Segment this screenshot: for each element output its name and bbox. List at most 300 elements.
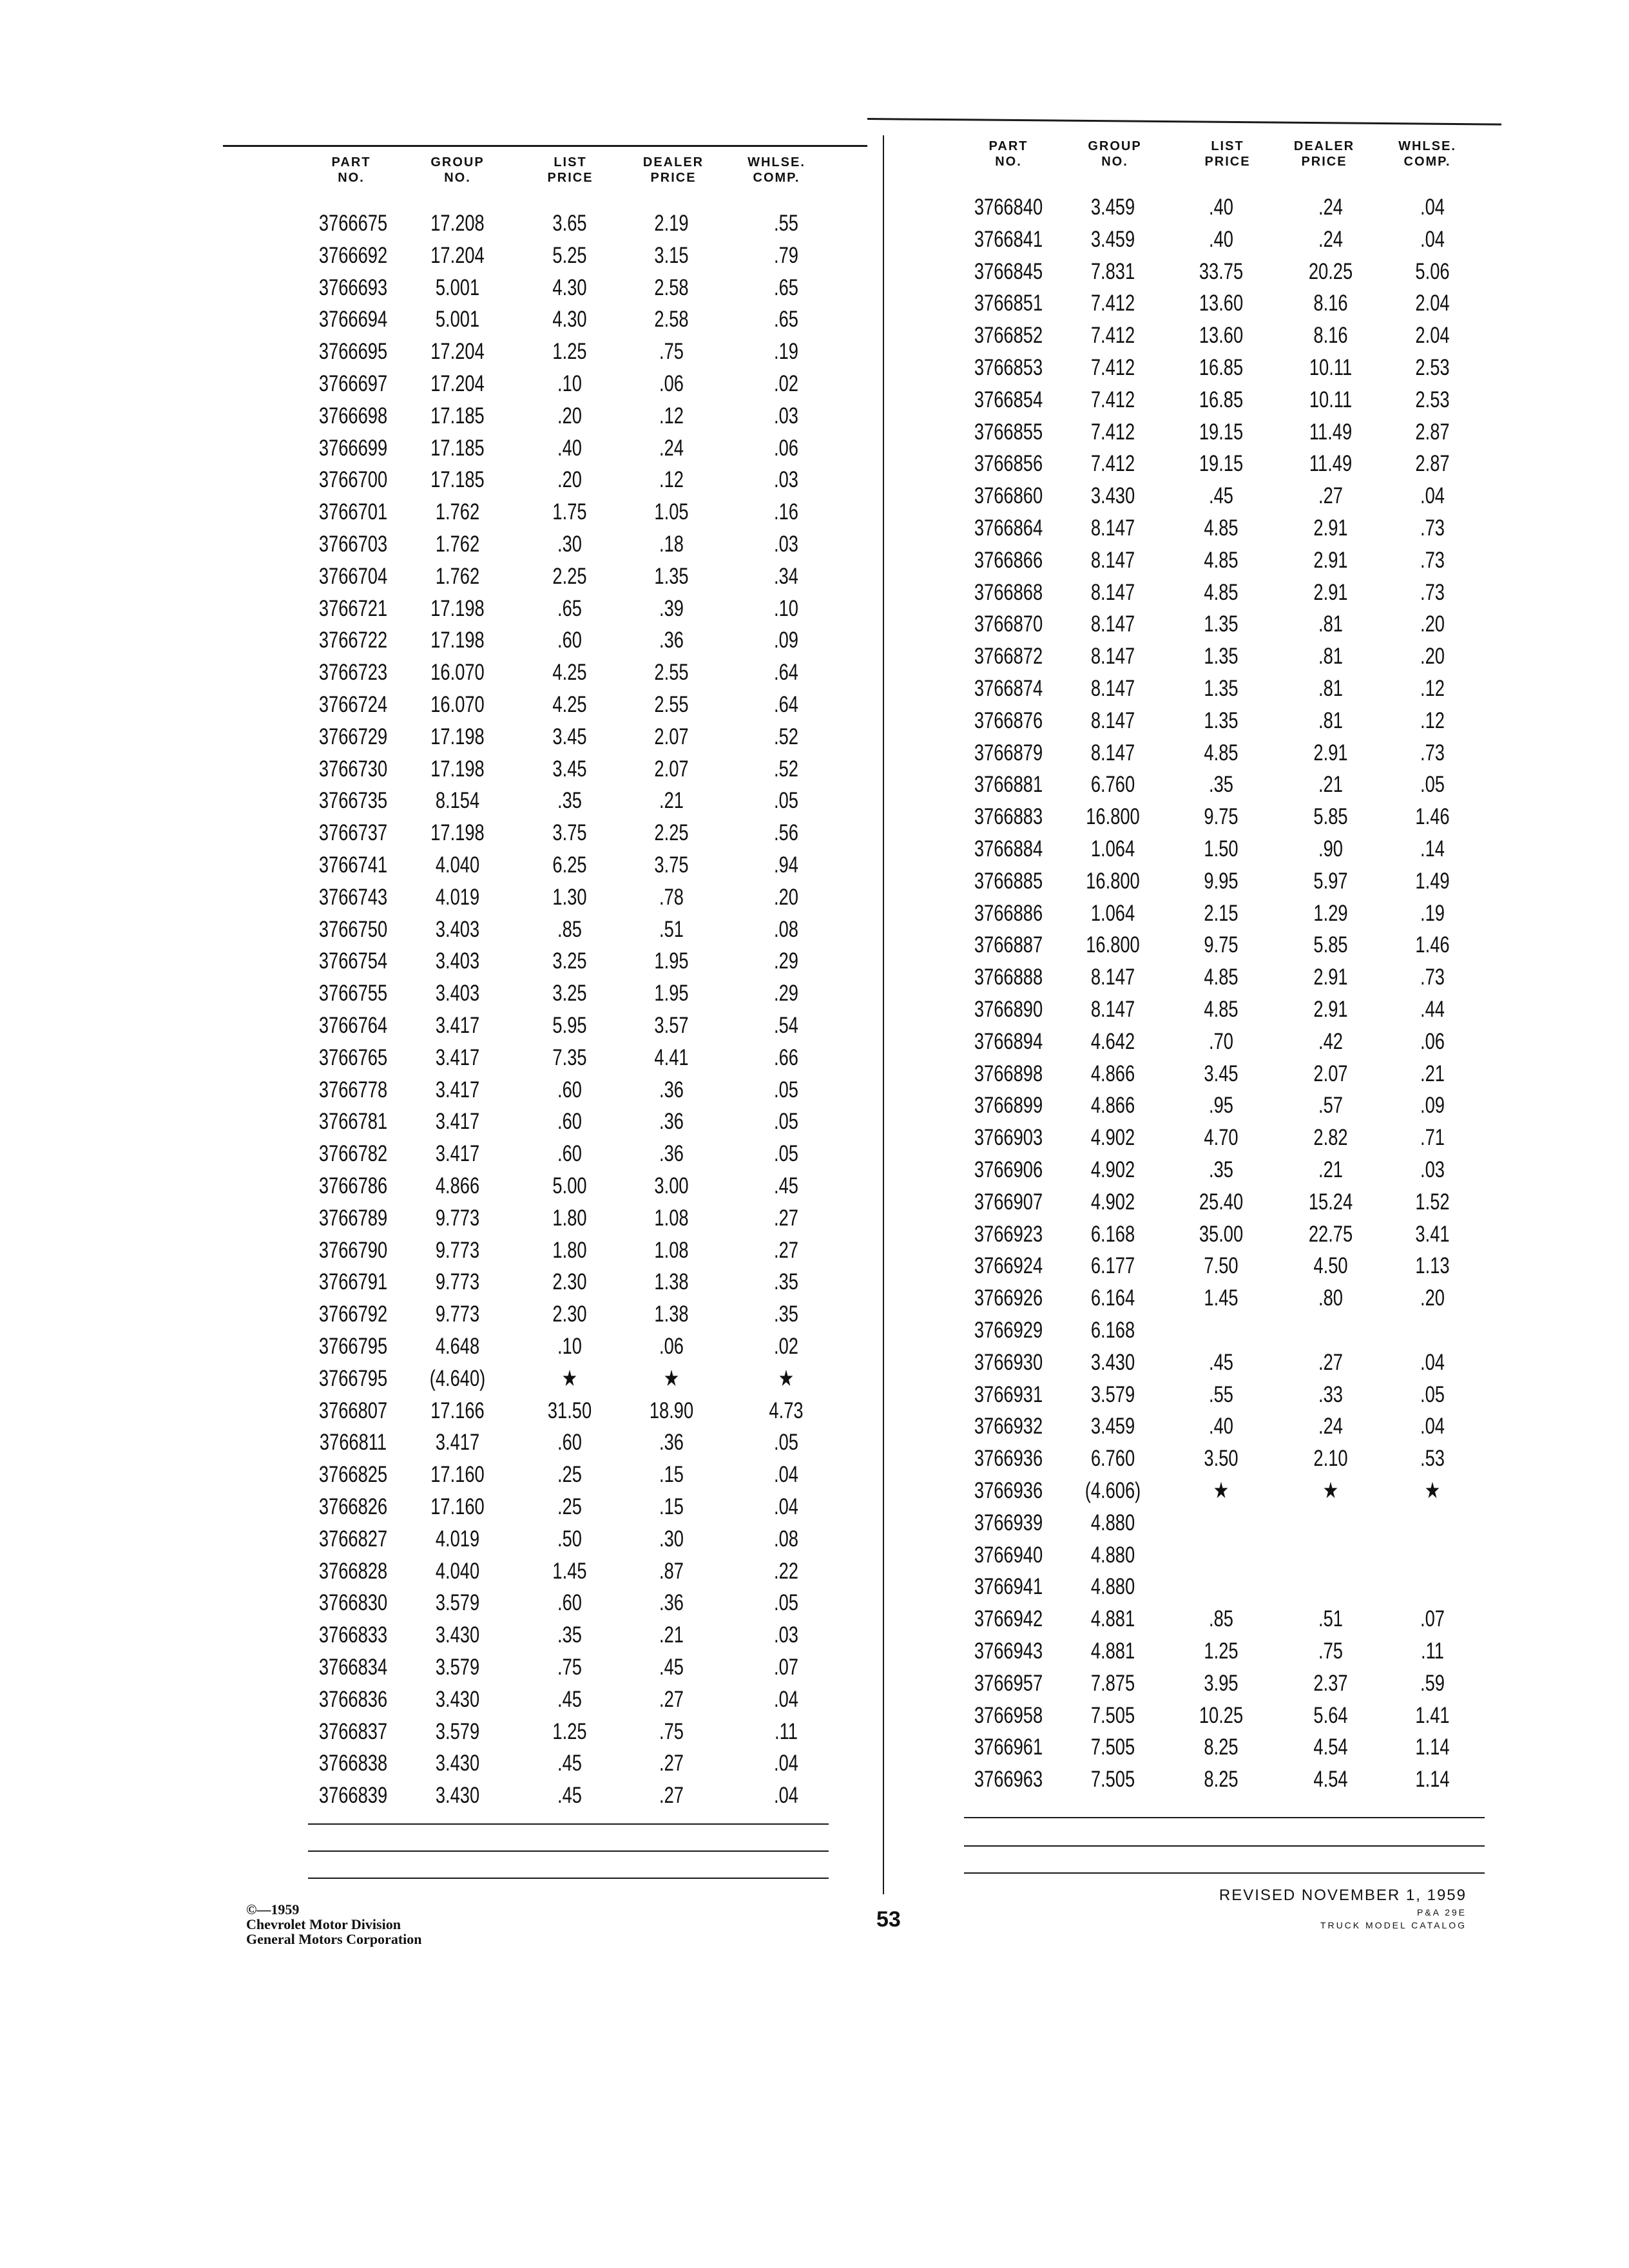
part-no-cell: 3766778: [318, 1077, 388, 1102]
part-no-cell: 3766887: [974, 932, 1043, 958]
whlse-comp-cell: .52: [774, 724, 798, 749]
header-part-no: PART NO.: [331, 155, 371, 185]
group-no-cell: 17.160: [430, 1494, 485, 1519]
group-no-cell: 7.412: [1090, 355, 1135, 380]
whlse-comp-cell: 5.06: [1415, 258, 1450, 284]
part-no-cell: 3766836: [318, 1686, 388, 1712]
list-price-cell: 3.45: [552, 756, 587, 782]
group-no-cell: 8.147: [1090, 611, 1135, 637]
dealer-price-cell: .36: [659, 1430, 684, 1456]
whlse-comp-cell: .02: [774, 371, 798, 396]
group-no-cell: 3.579: [435, 1590, 480, 1616]
group-no-cell: 3.403: [435, 916, 480, 942]
part-no-cell: 3766866: [974, 547, 1043, 573]
group-no-cell: 16.070: [430, 660, 485, 686]
part-no-cell: 3766694: [318, 307, 388, 332]
part-no-cell: 3766876: [974, 707, 1043, 733]
group-no-cell: 8.147: [1090, 707, 1135, 733]
dealer-price-cell: 1.95: [654, 981, 689, 1006]
part-no-cell: 3766884: [974, 836, 1043, 861]
part-no-cell: 3766825: [318, 1462, 388, 1488]
list-price-cell: 4.85: [1204, 965, 1239, 990]
group-no-cell: 6.168: [1090, 1221, 1135, 1247]
dealer-price-cell: 8.16: [1313, 323, 1348, 349]
list-price-cell: 1.45: [552, 1558, 587, 1584]
group-no-cell: 4.902: [1090, 1189, 1135, 1215]
part-no-cell: 3766906: [974, 1157, 1043, 1182]
group-no-cell: 9.773: [435, 1302, 480, 1327]
part-no-cell: 3766898: [974, 1061, 1043, 1086]
list-price-cell: 5.25: [552, 242, 587, 268]
whlse-comp-cell: .03: [774, 467, 798, 493]
part-no-cell: 3766851: [974, 291, 1043, 316]
part-no-cell: 3766932: [974, 1414, 1043, 1439]
group-no-cell: 7.831: [1090, 258, 1135, 284]
whlse-comp-cell: .08: [774, 916, 798, 942]
part-no-cell: 3766936: [974, 1478, 1043, 1503]
group-no-cell: 8.154: [435, 788, 480, 814]
dealer-price-cell: 2.91: [1313, 515, 1348, 541]
dealer-price-cell: 2.10: [1313, 1446, 1348, 1472]
whlse-comp-cell: .08: [774, 1526, 798, 1552]
dealer-price-cell: 11.49: [1309, 451, 1353, 477]
whlse-comp-cell: 2.87: [1415, 419, 1450, 445]
list-price-cell: 1.45: [1204, 1285, 1239, 1311]
whlse-comp-cell: .04: [1420, 483, 1445, 509]
part-no-cell: 3766722: [318, 628, 388, 653]
whlse-comp-cell: .22: [774, 1558, 798, 1584]
whlse-comp-cell: .03: [774, 403, 798, 428]
part-no-cell: 3766886: [974, 900, 1043, 926]
whlse-comp-cell: 1.46: [1415, 804, 1450, 830]
whlse-comp-cell: .04: [774, 1462, 798, 1488]
whlse-comp-cell: .29: [774, 981, 798, 1006]
group-no-cell: 4.040: [435, 1558, 480, 1584]
part-no-cell: 3766729: [318, 724, 388, 749]
dealer-price-cell: .81: [1318, 611, 1343, 637]
group-no-cell: 7.505: [1090, 1702, 1135, 1728]
dealer-price-cell: .80: [1318, 1285, 1343, 1311]
part-no-cell: 3766854: [974, 387, 1043, 412]
list-price-cell: 4.85: [1204, 997, 1239, 1022]
whlse-comp-cell: .12: [1420, 676, 1445, 701]
dealer-price-cell: 2.91: [1313, 547, 1348, 573]
list-price-cell: 13.60: [1199, 291, 1244, 316]
dealer-price-cell: .06: [659, 1334, 684, 1359]
part-no-cell: 3766786: [318, 1173, 388, 1198]
group-no-cell: 3.403: [435, 948, 480, 974]
dealer-price-cell: .75: [659, 339, 684, 365]
dealer-price-cell: 20.25: [1308, 258, 1353, 284]
whlse-comp-cell: .04: [1420, 226, 1445, 252]
group-no-cell: 16.800: [1086, 868, 1140, 894]
dealer-price-cell: .51: [659, 916, 684, 942]
dealer-price-cell: .24: [659, 435, 684, 461]
dealer-price-cell: .36: [659, 628, 684, 653]
dealer-price-cell: .18: [659, 532, 684, 557]
group-no-cell: 4.019: [435, 884, 480, 910]
part-no-cell: 3766811: [319, 1430, 387, 1456]
group-no-cell: 6.760: [1090, 1446, 1135, 1472]
part-no-cell: 3766890: [974, 997, 1043, 1022]
part-no-cell: 3766743: [318, 884, 388, 910]
group-no-cell: 7.412: [1090, 387, 1135, 412]
dealer-price-cell: .33: [1318, 1381, 1343, 1407]
list-price-cell: 16.85: [1199, 355, 1244, 380]
list-price-cell: .20: [557, 403, 582, 428]
dealer-price-cell: 5.97: [1313, 868, 1348, 894]
dealer-price-cell: 1.35: [654, 563, 689, 589]
whlse-comp-cell: .34: [774, 563, 798, 589]
group-no-cell: 4.902: [1090, 1157, 1135, 1182]
whlse-comp-cell: .06: [774, 435, 798, 461]
whlse-comp-cell: .09: [1420, 1093, 1445, 1119]
dealer-price-cell: 2.07: [654, 724, 689, 749]
whlse-comp-cell: .09: [774, 628, 798, 653]
group-no-cell: 4.881: [1090, 1606, 1135, 1632]
part-no-cell: 3766791: [318, 1269, 388, 1295]
whlse-comp-cell: .04: [774, 1494, 798, 1519]
list-price-cell: .40: [1209, 226, 1233, 252]
whlse-comp-cell: 2.53: [1415, 355, 1450, 380]
part-no-cell: 3766701: [318, 499, 388, 525]
group-no-cell: 1.064: [1090, 836, 1135, 861]
whlse-comp-cell: .02: [774, 1334, 798, 1359]
group-no-cell: 4.866: [435, 1173, 480, 1198]
group-no-cell: 3.459: [1090, 226, 1135, 252]
part-no-cell: 3766864: [974, 515, 1043, 541]
group-no-cell: 3.579: [435, 1655, 480, 1680]
whlse-comp-cell: .19: [1420, 900, 1445, 926]
part-no-cell: 3766870: [974, 611, 1043, 637]
dealer-price-cell: 15.24: [1308, 1189, 1353, 1215]
part-no-cell: 3766704: [318, 563, 388, 589]
list-price-cell: 7.50: [1204, 1253, 1239, 1279]
list-price-cell: .45: [557, 1751, 582, 1776]
whlse-comp-cell: .07: [1420, 1606, 1445, 1632]
list-price-cell: .60: [557, 1430, 582, 1456]
header-group-no: GROUP NO.: [1088, 139, 1142, 169]
list-price-cell: 1.35: [1204, 644, 1239, 669]
list-price-cell: .50: [557, 1526, 582, 1552]
part-no-cell: 3766724: [318, 692, 388, 717]
group-no-cell: 4.866: [1090, 1093, 1135, 1119]
part-no-cell: 3766830: [318, 1590, 388, 1616]
list-price-cell: 3.65: [552, 211, 587, 236]
group-no-cell: 3.417: [435, 1044, 480, 1070]
list-price-cell: 3.50: [1204, 1446, 1239, 1472]
group-no-cell: 3.417: [435, 1077, 480, 1102]
group-no-cell: 8.147: [1090, 644, 1135, 669]
whlse-comp-cell: .04: [774, 1751, 798, 1776]
group-no-cell: 16.800: [1086, 804, 1140, 830]
dealer-price-cell: 1.95: [654, 948, 689, 974]
dealer-price-cell: 5.64: [1313, 1702, 1348, 1728]
whlse-comp-cell: .45: [774, 1173, 798, 1198]
list-price-cell: .40: [1209, 195, 1233, 220]
group-no-cell: 17.160: [430, 1462, 485, 1488]
group-no-cell: 7.412: [1090, 323, 1135, 349]
page-number: 53: [876, 1907, 901, 1932]
dealer-price-cell: .27: [659, 1686, 684, 1712]
part-no-cell: 3766697: [318, 371, 388, 396]
dealer-price-cell: .15: [659, 1462, 684, 1488]
part-no-cell: 3766838: [318, 1751, 388, 1776]
group-no-cell: 1.762: [435, 563, 480, 589]
part-no-cell: 3766828: [318, 1558, 388, 1584]
dealer-price-cell: 2.82: [1313, 1125, 1348, 1151]
part-no-cell: 3766941: [974, 1574, 1043, 1600]
dealer-price-cell: 1.38: [654, 1302, 689, 1327]
corporation-name: General Motors Corporation: [246, 1931, 422, 1947]
dealer-price-cell: 4.50: [1313, 1253, 1348, 1279]
group-no-cell: 17.185: [430, 403, 485, 428]
part-no-cell: 3766693: [318, 274, 388, 300]
whlse-comp-cell: .11: [775, 1718, 798, 1744]
list-price-cell: 1.25: [552, 1718, 587, 1744]
blank-line: [308, 1823, 829, 1825]
whlse-comp-cell: .54: [774, 1013, 798, 1038]
part-no-cell: 3766723: [318, 660, 388, 686]
dealer-price-cell: .81: [1318, 707, 1343, 733]
group-no-cell: 7.505: [1090, 1767, 1135, 1792]
group-no-cell: 17.204: [430, 339, 485, 365]
part-no-cell: 3766675: [318, 211, 388, 236]
list-price-cell: 4.85: [1204, 547, 1239, 573]
group-no-cell: (4.606): [1084, 1478, 1141, 1503]
part-no-cell: 3766845: [974, 258, 1043, 284]
header-list-price: LIST PRICE: [547, 155, 593, 185]
list-price-cell: .25: [557, 1462, 582, 1488]
group-no-cell: 17.204: [430, 242, 485, 268]
dealer-price-cell: .21: [1318, 772, 1343, 798]
group-no-cell: 6.760: [1090, 772, 1135, 798]
whlse-comp-cell: 2.04: [1415, 323, 1450, 349]
whlse-comp-cell: .04: [774, 1783, 798, 1809]
group-no-cell: 3.417: [435, 1013, 480, 1038]
part-no-cell: 3766730: [318, 756, 388, 782]
group-no-cell: 1.064: [1090, 900, 1135, 926]
list-price-cell: 9.75: [1204, 932, 1239, 958]
list-price-cell: .10: [557, 1334, 582, 1359]
list-price-cell: .55: [1209, 1381, 1233, 1407]
group-no-cell: 4.866: [1090, 1061, 1135, 1086]
list-price-cell: ★: [561, 1365, 578, 1391]
dealer-price-cell: 5.85: [1313, 932, 1348, 958]
list-price-cell: .40: [1209, 1414, 1233, 1439]
dealer-price-cell: 1.08: [654, 1237, 689, 1263]
dealer-price-cell: .78: [659, 884, 684, 910]
part-no-cell: 3766942: [974, 1606, 1043, 1632]
header-list-price: LIST PRICE: [1204, 139, 1251, 169]
whlse-comp-cell: .05: [774, 1109, 798, 1135]
part-no-cell: 3766907: [974, 1189, 1043, 1215]
part-no-cell: 3766931: [974, 1381, 1043, 1407]
whlse-comp-cell: 1.13: [1415, 1253, 1450, 1279]
dealer-price-cell: 3.15: [654, 242, 689, 268]
list-price-cell: 1.35: [1204, 676, 1239, 701]
dealer-price-cell: 2.19: [654, 211, 689, 236]
whlse-comp-cell: .27: [774, 1205, 798, 1231]
list-price-cell: .65: [557, 595, 582, 621]
list-price-cell: 16.85: [1199, 387, 1244, 412]
dealer-price-cell: .27: [659, 1751, 684, 1776]
group-no-cell: 16.070: [430, 692, 485, 717]
whlse-comp-cell: 1.46: [1415, 932, 1450, 958]
list-price-cell: .45: [557, 1686, 582, 1712]
whlse-comp-cell: .21: [1420, 1061, 1445, 1086]
part-no-cell: 3766839: [318, 1783, 388, 1809]
list-price-cell: 9.75: [1204, 804, 1239, 830]
whlse-comp-cell: .73: [1420, 965, 1445, 990]
catalog-name: TRUCK MODEL CATALOG: [1320, 1920, 1467, 1930]
group-no-cell: 3.417: [435, 1109, 480, 1135]
part-no-cell: 3766837: [318, 1718, 388, 1744]
part-no-cell: 3766957: [974, 1670, 1043, 1696]
list-price-cell: 1.25: [1204, 1639, 1239, 1664]
group-no-cell: 4.040: [435, 852, 480, 878]
dealer-price-cell: .36: [659, 1590, 684, 1616]
whlse-comp-cell: .59: [1420, 1670, 1445, 1696]
part-no-cell: 3766923: [974, 1221, 1043, 1247]
blank-line: [964, 1845, 1485, 1847]
whlse-comp-cell: .05: [774, 788, 798, 814]
list-price-cell: 2.15: [1204, 900, 1239, 926]
dealer-price-cell: .87: [659, 1558, 684, 1584]
dealer-price-cell: .06: [659, 371, 684, 396]
list-price-cell: .35: [557, 1622, 582, 1648]
group-no-cell: 3.430: [1090, 1349, 1135, 1375]
dealer-price-cell: 18.90: [649, 1398, 694, 1423]
group-no-cell: 7.412: [1090, 291, 1135, 316]
group-no-cell: 3.430: [435, 1686, 480, 1712]
group-no-cell: 4.648: [435, 1334, 480, 1359]
list-price-cell: .60: [557, 1077, 582, 1102]
list-price-cell: 1.35: [1204, 611, 1239, 637]
list-price-cell: 1.80: [552, 1237, 587, 1263]
header-whlse-comp: WHLSE. COMP.: [747, 155, 805, 185]
group-no-cell: 3.579: [1090, 1381, 1135, 1407]
whlse-comp-cell: .56: [774, 820, 798, 846]
dealer-price-cell: .21: [659, 788, 684, 814]
whlse-comp-cell: .03: [774, 1622, 798, 1648]
whlse-comp-cell: .73: [1420, 579, 1445, 605]
dealer-price-cell: 2.25: [654, 820, 689, 846]
dealer-price-cell: 1.08: [654, 1205, 689, 1231]
group-no-cell: 8.147: [1090, 997, 1135, 1022]
list-price-cell: 4.25: [552, 660, 587, 686]
group-no-cell: 7.505: [1090, 1735, 1135, 1760]
dealer-price-cell: .27: [1318, 483, 1343, 509]
whlse-comp-cell: .04: [1420, 1349, 1445, 1375]
whlse-comp-cell: .20: [774, 884, 798, 910]
whlse-comp-cell: .05: [774, 1141, 798, 1167]
list-price-cell: 1.75: [552, 499, 587, 525]
list-price-cell: 5.95: [552, 1013, 587, 1038]
dealer-price-cell: .36: [659, 1109, 684, 1135]
dealer-price-cell: 1.29: [1313, 900, 1348, 926]
part-no-cell: 3766834: [318, 1655, 388, 1680]
list-price-cell: 2.30: [552, 1269, 587, 1295]
header-dealer-price: DEALER PRICE: [1293, 139, 1355, 169]
part-no-cell: 3766700: [318, 467, 388, 493]
whlse-comp-cell: .06: [1420, 1028, 1445, 1054]
group-no-cell: 8.147: [1090, 515, 1135, 541]
group-no-cell: 1.762: [435, 499, 480, 525]
list-price-cell: 1.25: [552, 339, 587, 365]
dealer-price-cell: .21: [1318, 1157, 1343, 1182]
part-no-cell: 3766874: [974, 676, 1043, 701]
group-no-cell: 8.147: [1090, 965, 1135, 990]
dealer-price-cell: 2.55: [654, 660, 689, 686]
whlse-comp-cell: .20: [1420, 611, 1445, 637]
group-no-cell: 6.164: [1090, 1285, 1135, 1311]
revised-date: REVISED NOVEMBER 1, 1959: [1219, 1887, 1467, 1904]
part-no-cell: 3766698: [318, 403, 388, 428]
dealer-price-cell: .36: [659, 1141, 684, 1167]
part-no-cell: 3766840: [974, 195, 1043, 220]
group-no-cell: 9.773: [435, 1269, 480, 1295]
dealer-price-cell: .51: [1318, 1606, 1343, 1632]
part-no-cell: 3766943: [974, 1639, 1043, 1664]
part-no-cell: 3766926: [974, 1285, 1043, 1311]
whlse-comp-cell: .07: [774, 1655, 798, 1680]
blank-line: [964, 1872, 1485, 1874]
part-no-cell: 3766930: [974, 1349, 1043, 1375]
group-no-cell: 16.800: [1086, 932, 1140, 958]
whlse-comp-cell: .20: [1420, 1285, 1445, 1311]
list-price-cell: 35.00: [1199, 1221, 1244, 1247]
part-no-cell: 3766790: [318, 1237, 388, 1263]
whlse-comp-cell: 2.53: [1415, 387, 1450, 412]
part-no-cell: 3766872: [974, 644, 1043, 669]
list-price-cell: 8.25: [1204, 1767, 1239, 1792]
dealer-price-cell: .57: [1318, 1093, 1343, 1119]
list-price-cell: .35: [557, 788, 582, 814]
whlse-comp-cell: .05: [774, 1590, 798, 1616]
dealer-price-cell: 5.85: [1313, 804, 1348, 830]
list-price-cell: .35: [1209, 772, 1233, 798]
dealer-price-cell: 3.75: [654, 852, 689, 878]
list-price-cell: .40: [557, 435, 582, 461]
list-price-cell: 3.75: [552, 820, 587, 846]
whlse-comp-cell: .65: [774, 307, 798, 332]
list-price-cell: 4.30: [552, 307, 587, 332]
group-no-cell: 17.198: [430, 724, 485, 749]
whlse-comp-cell: .65: [774, 274, 798, 300]
list-price-cell: 4.25: [552, 692, 587, 717]
group-no-cell: 9.773: [435, 1205, 480, 1231]
group-no-cell: 4.902: [1090, 1125, 1135, 1151]
group-no-cell: 3.430: [1090, 483, 1135, 509]
dealer-price-cell: 3.57: [654, 1013, 689, 1038]
whlse-comp-cell: .73: [1420, 515, 1445, 541]
part-no-cell: 3766750: [318, 916, 388, 942]
group-no-cell: 17.198: [430, 628, 485, 653]
part-no-cell: 3766856: [974, 451, 1043, 477]
group-no-cell: 17.185: [430, 435, 485, 461]
group-no-cell: 5.001: [435, 307, 480, 332]
list-price-cell: 1.35: [1204, 707, 1239, 733]
whlse-comp-cell: .04: [1420, 1414, 1445, 1439]
list-price-cell: .35: [1209, 1157, 1233, 1182]
blank-line: [308, 1850, 829, 1852]
part-no-cell: 3766695: [318, 339, 388, 365]
list-price-cell: 3.45: [552, 724, 587, 749]
dealer-price-cell: .81: [1318, 644, 1343, 669]
dealer-price-cell: 4.41: [654, 1044, 689, 1070]
group-no-cell: 17.208: [430, 211, 485, 236]
